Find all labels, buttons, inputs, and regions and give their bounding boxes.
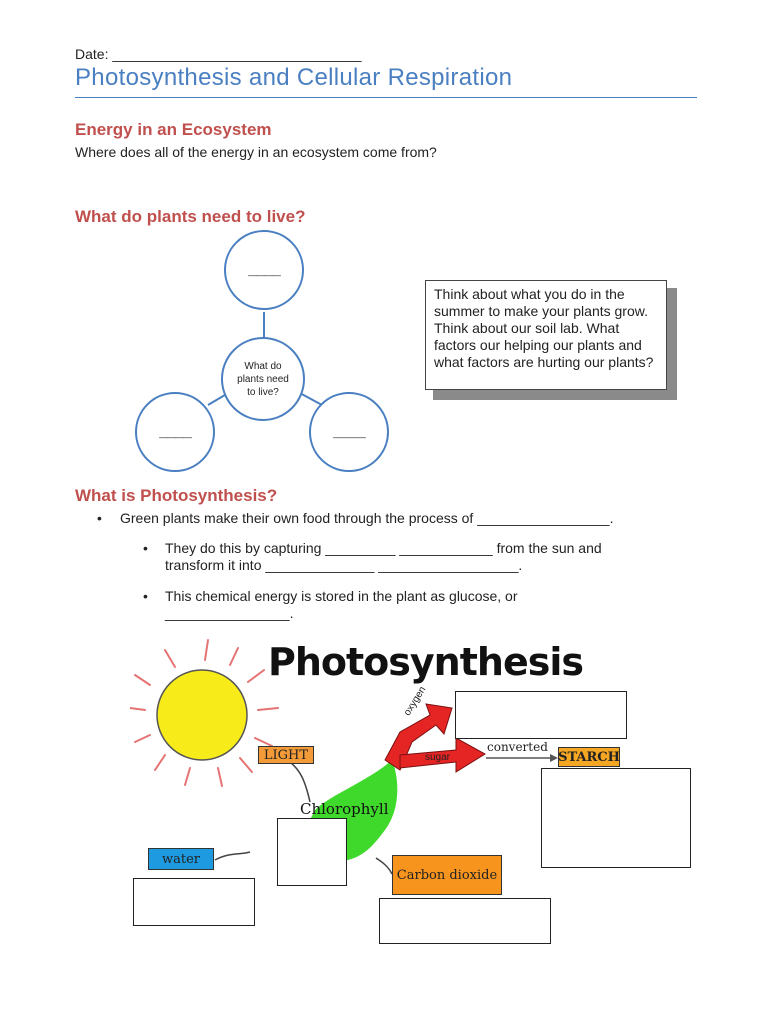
answer-box-chlorophyll[interactable] <box>277 818 347 886</box>
need-blank-top[interactable]: ____ <box>248 261 280 278</box>
water-tag: water <box>148 848 214 870</box>
section-heading-energy: Energy in an Ecosystem <box>75 120 272 139</box>
converted-label: converted <box>487 740 548 754</box>
need-circle-right <box>309 392 389 472</box>
sugar-label: sugar <box>425 752 451 763</box>
bullet-capturing-line1: They do this by capturing _________ ____________ from the sun and <box>165 540 602 556</box>
light-tag: LIGHT <box>258 746 314 764</box>
need-circle-left <box>135 392 215 472</box>
answer-box-oxygen[interactable] <box>455 691 627 739</box>
bullet-process: Green plants make their own food through the process of _________________. <box>120 510 614 526</box>
need-circle-top <box>224 230 304 310</box>
water-connector <box>215 852 250 860</box>
need-center-label: What do plants need to live? <box>237 360 289 398</box>
bullet-dot: • <box>97 510 102 526</box>
answer-box-starch[interactable] <box>541 768 691 868</box>
title-divider <box>75 97 697 98</box>
bullet-dot: • <box>143 540 148 556</box>
need-blank-left[interactable]: ____ <box>159 423 191 440</box>
diagram-title: Photosynthesis <box>268 640 583 684</box>
section-heading-needs: What do plants need to live? <box>75 207 306 226</box>
think-about-note: Think about what you do in the summer to make your plants grow. Think about our soil lab. What factors our helping our plants and what factors are hurting our plants? <box>425 280 667 390</box>
energy-question: Where does all of the energy in an ecosystem come from? <box>75 144 437 160</box>
chlorophyll-label: Chlorophyll <box>300 800 389 818</box>
answer-box-water[interactable] <box>133 878 255 926</box>
converted-arrowhead <box>550 754 558 762</box>
section-heading-photosynthesis: What is Photosynthesis? <box>75 486 278 505</box>
need-circle-center <box>221 337 305 421</box>
carbon-dioxide-tag: Carbon dioxide <box>392 855 502 895</box>
bullet-glucose-line2: ________________. <box>165 605 294 621</box>
page-title: Photosynthesis and Cellular Respiration <box>75 64 513 91</box>
light-connector <box>290 762 310 802</box>
date-label: Date: ________________________________ <box>75 46 362 62</box>
starch-tag: STARCH <box>558 747 620 767</box>
sun-icon <box>157 670 247 760</box>
bullet-glucose-line1: This chemical energy is stored in the plant as glucose, or <box>165 588 518 604</box>
oxygen-label: oxygen <box>402 684 429 718</box>
bullet-dot: • <box>143 588 148 604</box>
co2-connector <box>376 858 392 874</box>
answer-box-co2[interactable] <box>379 898 551 944</box>
bullet-capturing-line2: transform it into ______________ __________________. <box>165 557 523 573</box>
photosynthesis-diagram <box>130 630 695 960</box>
need-blank-right[interactable]: ____ <box>333 423 365 440</box>
